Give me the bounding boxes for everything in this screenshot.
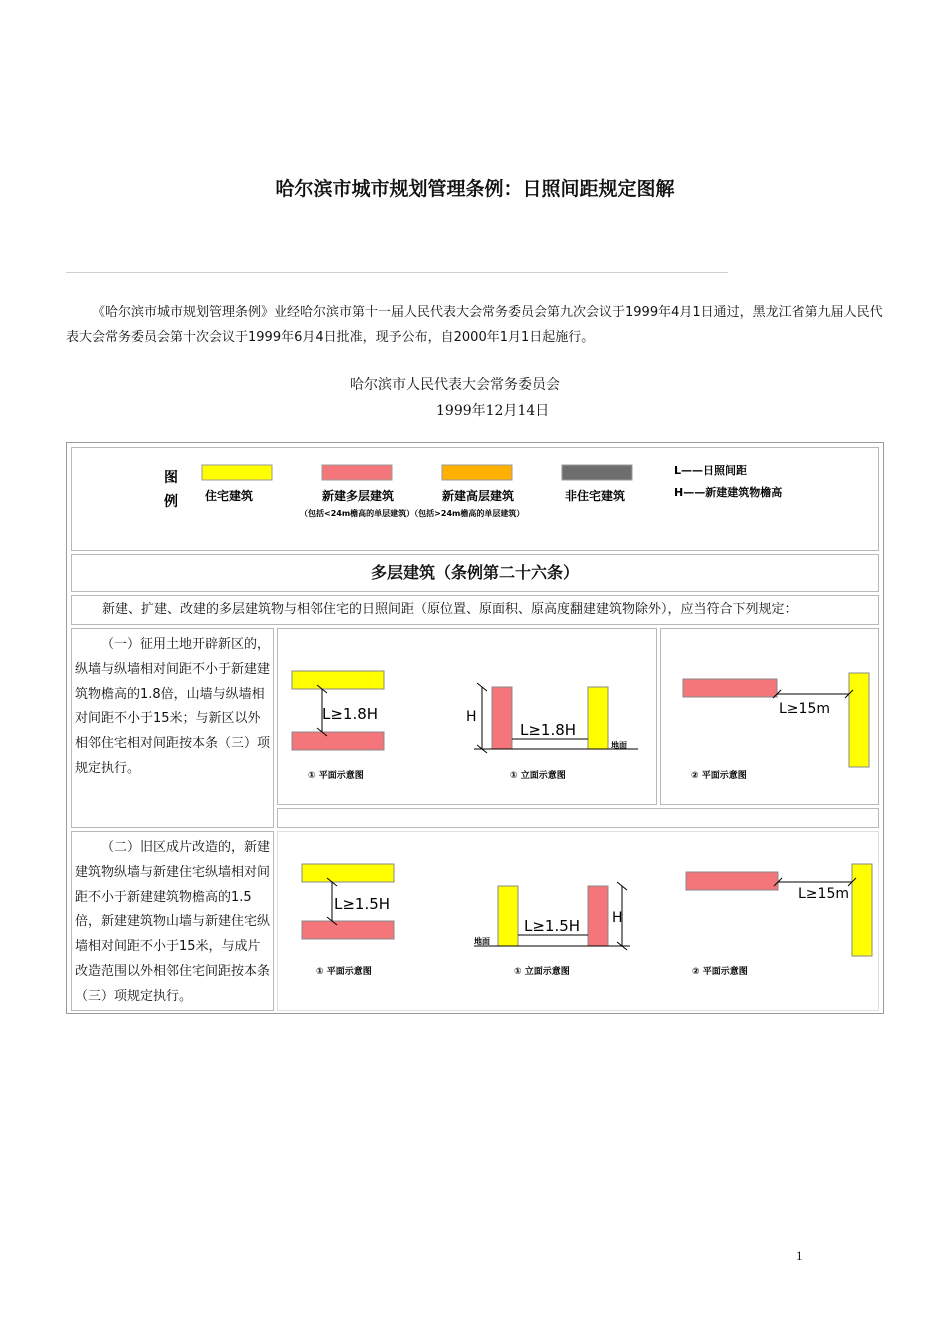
legend-swatch-nonresidential <box>562 465 632 480</box>
row2-plan2-caption: ② 平面示意图 <box>692 967 748 977</box>
legend-cell <box>71 447 879 551</box>
signature-org: 哈尔滨市人民代表大会常务委员会 <box>350 377 560 393</box>
row1-plan2-residential <box>849 673 869 767</box>
legend-swatch-highrise <box>442 465 512 480</box>
row1-plan-label: L≥1.8H <box>322 705 379 723</box>
row2-elev-ground: 地面 <box>474 937 490 946</box>
row2-plan-residential <box>302 864 394 882</box>
row1-elev-residential <box>588 687 608 749</box>
row2-plan-caption: ① 平面示意图 <box>316 967 372 977</box>
row2-elev-residential <box>498 886 518 946</box>
legend-swatch-multistorey <box>322 465 392 480</box>
row1-plan-caption: ① 平面示意图 <box>308 771 364 781</box>
section-note: 新建、扩建、改建的多层建筑物与相邻住宅的日照间距（原位置、原面积、原高度翻建建筑物除外），应当符合下列规定： <box>71 595 879 625</box>
signature-date: 1999年12月14日 <box>436 403 550 419</box>
intro-paragraph: 《哈尔滨市城市规划管理条例》业经哈尔滨市第十一届人民代表大会常务委员会第九次会议于1999年4月1日通过，黑龙江省第九届人民代表大会常务委员会第十次会议于1999年6月4日批准，现予公布，自2000年1月1日起施行。 <box>66 305 883 345</box>
row2-elev-new <box>588 886 608 946</box>
legend-label-nonresidential: 非住宅建筑 <box>565 489 626 503</box>
legend-swatch-residential <box>202 465 272 480</box>
row1-text: （一）征用土地开辟新区的，纵墙与纵墙相对间距不小于新建建筑物檐高的1.8倍，山墙与纵墙相对间距不小于15米；与新区以外相邻住宅相对间距按本条（三）项规定执行。 <box>71 628 274 828</box>
row1-elev-h-label: H <box>466 709 477 725</box>
row1-elev-label: L≥1.8H <box>520 721 577 739</box>
legend-title-1: 图 <box>164 470 178 486</box>
row2-diagram-svg <box>278 832 878 1010</box>
regulation-table <box>66 442 884 1014</box>
legend-H-definition: H——新建建筑物檐高 <box>674 486 783 499</box>
row2-text: （二）旧区成片改造的，新建建筑物纵墙与新建住宅纵墙相对间距不小于新建建筑物檐高的1.5倍，新建建筑物山墙与新建住宅纵墙相对间距不小于15米，与成片改造范围以外相邻住宅间距按本条（三）项规定执行。 <box>71 831 274 1011</box>
page-title: 哈尔滨市城市规划管理条例：日照间距规定图解 <box>275 178 675 200</box>
legend-title-2: 例 <box>164 494 178 510</box>
row1-diagram-svg <box>278 629 656 804</box>
row1-plan-residential <box>292 671 384 689</box>
legend-label-multistorey: 新建多层建筑 <box>322 489 395 503</box>
row1-plan2-label: L≥15m <box>779 701 830 717</box>
legend-L-definition: L——日照间距 <box>674 464 748 477</box>
row2-plan2-new <box>686 872 778 890</box>
row1-diagrams-b <box>660 628 879 805</box>
section-heading: 多层建筑（条例第二十六条） <box>71 554 879 592</box>
row1-spacer <box>277 808 879 828</box>
row2-elev-caption: ① 立面示意图 <box>514 967 570 977</box>
row1-diagrams-a <box>277 628 657 805</box>
divider <box>66 272 728 273</box>
row1-elev-ground: 地面 <box>611 741 627 750</box>
row2-plan2-residential <box>852 864 872 956</box>
row2-elev-h-label: H <box>612 910 623 926</box>
signature <box>350 372 560 424</box>
row2-elev-label: L≥1.5H <box>524 917 581 935</box>
row2-plan2-label: L≥15m <box>798 886 849 902</box>
row1-elev-caption: ① 立面示意图 <box>510 771 566 781</box>
row2-plan-new <box>302 921 394 939</box>
legend-graphic <box>72 448 878 550</box>
row2-diagrams <box>277 831 879 1011</box>
legend-sublabel: （包括<24m檐高的单层建筑）（包括>24m檐高的单层建筑） <box>300 509 525 518</box>
legend-label-highrise: 新建高层建筑 <box>442 489 515 503</box>
row2-plan-label: L≥1.5H <box>334 895 391 913</box>
row1-plan2-caption: ② 平面示意图 <box>691 771 747 781</box>
legend-label-residential: 住宅建筑 <box>205 489 254 503</box>
row1-plan-new <box>292 732 384 750</box>
row1-diagram-b-svg <box>661 629 878 804</box>
page-number: 1 <box>796 1248 803 1263</box>
row1-elev-new <box>492 687 512 749</box>
row1-plan2-new <box>683 679 777 697</box>
